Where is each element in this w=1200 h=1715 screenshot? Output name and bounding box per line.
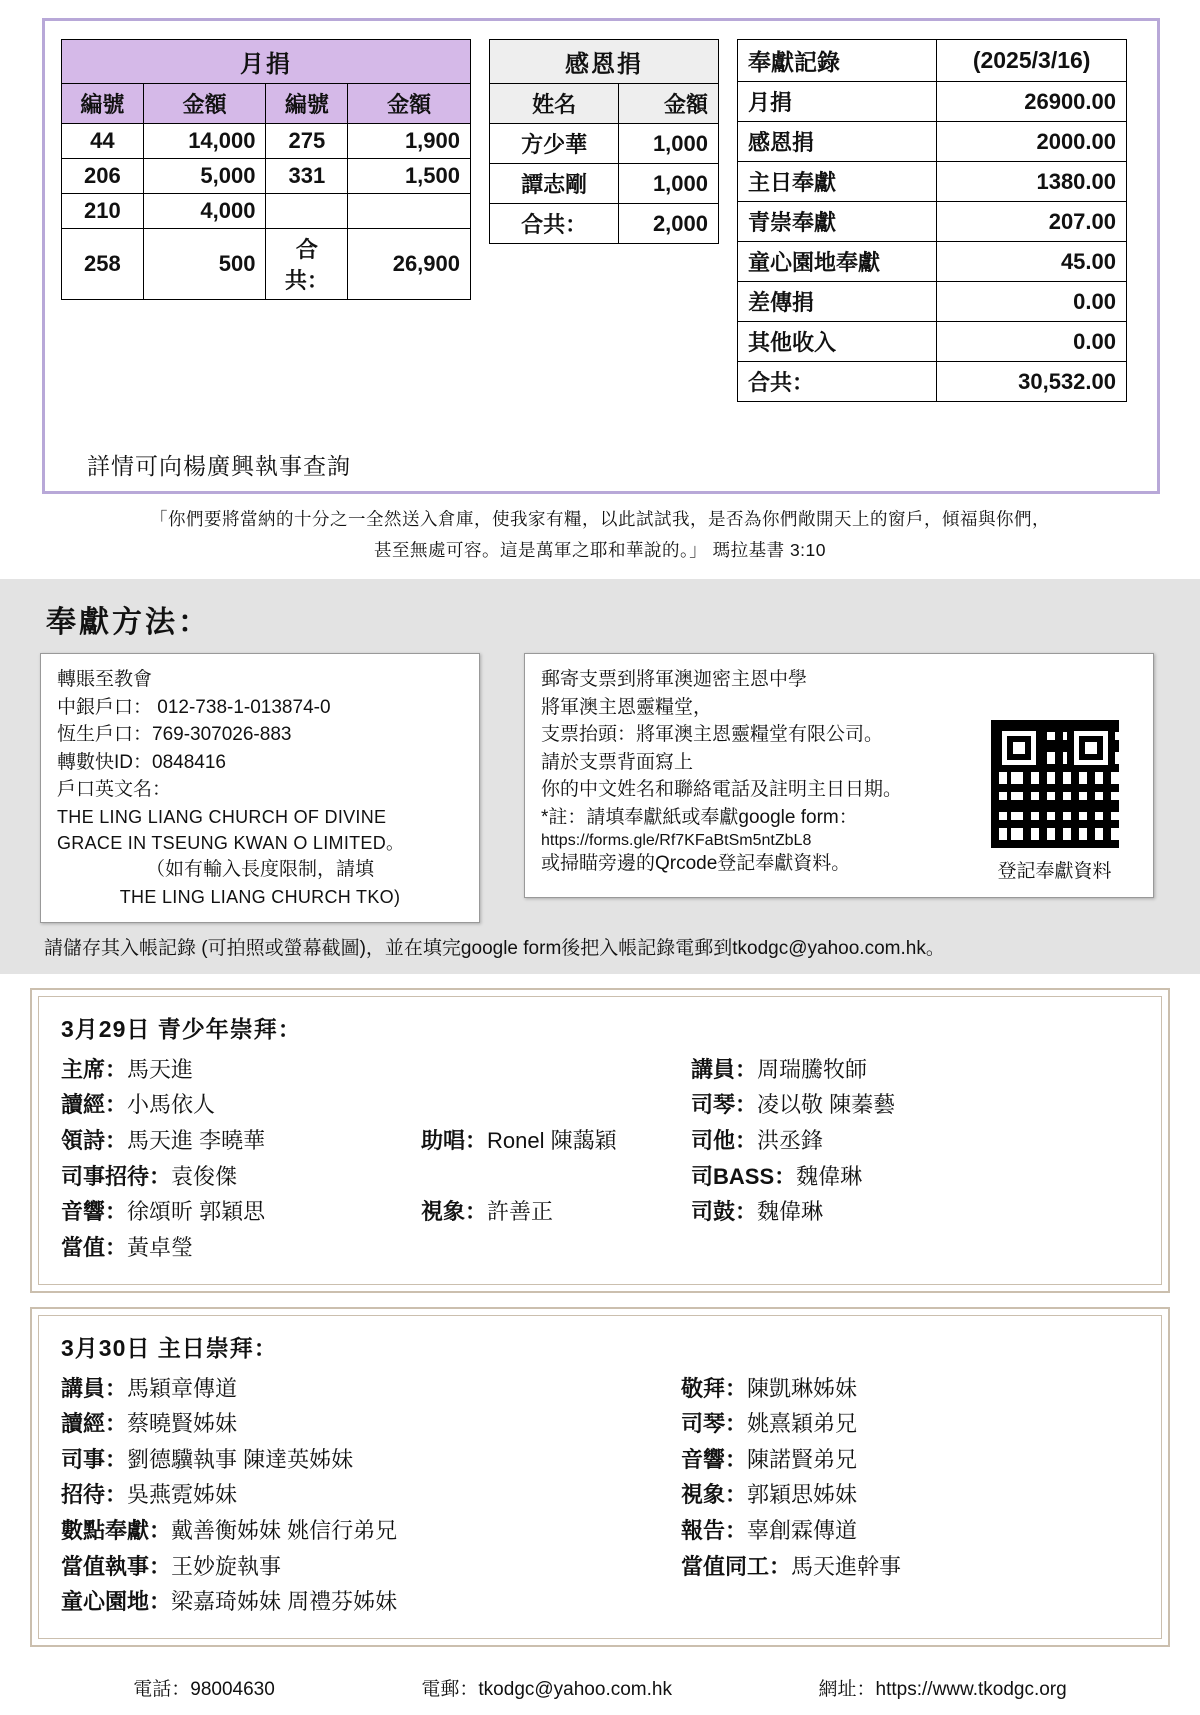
- table-row: [738, 162, 1127, 202]
- bank-line-hangseng: 恆生戶口：769-307026-883: [57, 724, 292, 746]
- role-value: 劉德驥執事 陳達英姊妹: [127, 1446, 354, 1472]
- role-key: 司事：: [61, 1446, 128, 1472]
- bank-line-engname-1: THE LING LIANG CHURCH OF DIVINE: [57, 806, 387, 827]
- role-value: 許善正: [487, 1199, 554, 1225]
- role-value: 蔡曉賢姊妹: [127, 1411, 238, 1437]
- monthly-cell: 44: [62, 124, 144, 159]
- record-label: 差傳捐: [738, 282, 937, 322]
- role-value: 袁俊傑: [171, 1163, 238, 1189]
- service-row: [61, 1584, 1139, 1620]
- role-key: 助唱：: [421, 1128, 488, 1154]
- record-label: 童心園地奉獻: [738, 242, 937, 282]
- cheque-line-6: *註：請填奉獻紙或奉獻google form：: [541, 806, 858, 828]
- record-label: 青崇奉獻: [738, 202, 937, 242]
- bank-line-boc: 中銀戶口： 012-738-1-013874-0: [57, 696, 331, 718]
- bank-line-note-1: （如有輸入長度限制，請填: [145, 859, 374, 881]
- record-label: 月捐: [738, 82, 937, 122]
- role-value: 梁嘉琦姊妹 周禮芬姊妹: [171, 1589, 398, 1615]
- sunday-service-inner: [38, 1315, 1162, 1639]
- service-row: [61, 1549, 1139, 1585]
- cheque-mail-box: [524, 653, 1154, 898]
- role-key: 視象：: [681, 1482, 748, 1508]
- service-row: [61, 1123, 1139, 1159]
- role-value: 馬天進幹事: [791, 1553, 902, 1579]
- role-key: 視象：: [421, 1199, 488, 1225]
- sunday-service-title: 3月30日 主日崇拜：: [61, 1334, 278, 1361]
- qr-code-label: 登記奉獻資料: [997, 861, 1112, 883]
- role-key: 當值同工：: [681, 1553, 792, 1579]
- youth-service-box: [30, 988, 1170, 1293]
- youth-service-grid: [61, 1052, 1139, 1266]
- table-row: [62, 40, 471, 84]
- role-key: 講員：: [691, 1056, 758, 1082]
- role-value: 黃卓瑩: [127, 1234, 194, 1260]
- cheque-line-3: 支票抬頭：將軍澳主恩靈糧堂有限公司。: [541, 724, 884, 746]
- bank-line-engname-2: GRACE IN TSEUNG KWAN O LIMITED。: [57, 833, 405, 854]
- role-value: 陳凱琳姊妹: [747, 1375, 858, 1401]
- role-key: 童心園地：: [61, 1589, 172, 1615]
- role-key: 讀經：: [61, 1411, 128, 1437]
- cheque-line-2: 將軍澳主恩靈糧堂，: [541, 696, 713, 718]
- service-row: [61, 1513, 1139, 1549]
- role-value: 馬天進 李曉華: [127, 1128, 266, 1154]
- record-value: 0.00: [937, 282, 1127, 322]
- google-form-link[interactable]: https://forms.gle/Rf7KFaBtSm5ntZbL8: [541, 831, 812, 849]
- bank-line-engname-label: 戶口英文名：: [57, 779, 172, 801]
- service-row: [61, 1159, 1139, 1195]
- sunday-service-box: [30, 1307, 1170, 1647]
- thanks-total-value: 2,000: [619, 204, 719, 244]
- role-value: 陳諾賢弟兄: [747, 1446, 858, 1472]
- role-value: 郭穎思姊妹: [747, 1482, 858, 1508]
- role-key: 敬拜：: [681, 1375, 748, 1401]
- monthly-cell: 1,900: [348, 124, 471, 159]
- footer-phone: 電話：98004630: [133, 1679, 275, 1700]
- monthly-cell: 206: [62, 159, 144, 194]
- thanks-cell: 譚志剛: [490, 164, 619, 204]
- monthly-header-1: 金額: [143, 84, 266, 124]
- record-date: (2025/3/16): [937, 40, 1127, 82]
- table-row: [738, 362, 1127, 402]
- role-key: 司事招待：: [61, 1163, 172, 1189]
- role-value: 辜創霖傳道: [747, 1518, 858, 1544]
- table-row: [738, 322, 1127, 362]
- record-label: 主日奉獻: [738, 162, 937, 202]
- monthly-cell: 275: [266, 124, 348, 159]
- table-row: [738, 202, 1127, 242]
- role-value: 魏偉琳: [757, 1199, 824, 1225]
- table-row: [62, 159, 471, 194]
- offering-summary-panel: [42, 18, 1160, 494]
- record-title: 奉獻記錄: [738, 40, 937, 82]
- table-row: [738, 242, 1127, 282]
- role-value: 徐頌昕 郭穎思: [127, 1199, 266, 1225]
- monthly-header-3: 金額: [348, 84, 471, 124]
- service-row: [61, 1406, 1139, 1442]
- thanks-total-label: 合共：: [490, 204, 619, 244]
- monthly-header-0: 編號: [62, 84, 144, 124]
- table-row: [62, 124, 471, 159]
- role-value: 周瑞騰牧師: [757, 1056, 868, 1082]
- role-value: 魏偉琳: [796, 1163, 863, 1189]
- thanks-header-1: 金額: [619, 84, 719, 124]
- monthly-cell: 210: [62, 194, 144, 229]
- verse-line-1: 「你們要將當納的十分之一全然送入倉庫，使我家有糧，以此試試我，是否為你們敞開天上的窗戶，傾福與你們，: [150, 509, 1050, 529]
- footer-email[interactable]: 電郵：tkodgc@yahoo.com.hk: [421, 1679, 672, 1700]
- role-key: 領詩：: [61, 1128, 128, 1154]
- service-row: [61, 1194, 1139, 1230]
- role-value: 姚熹穎弟兄: [747, 1411, 858, 1437]
- bank-line-fps: 轉數快ID：0848416: [57, 751, 226, 773]
- sunday-service-grid: [61, 1371, 1139, 1620]
- role-key: 音響：: [61, 1199, 128, 1225]
- record-value: 2000.00: [937, 122, 1127, 162]
- record-value: 207.00: [937, 202, 1127, 242]
- role-key: 講員：: [61, 1375, 128, 1401]
- role-key: 數點奉獻：: [61, 1518, 172, 1544]
- monthly-cell: 14,000: [143, 124, 266, 159]
- monthly-cell: 500: [143, 229, 266, 300]
- table-row: [738, 282, 1127, 322]
- role-key: 當值：: [61, 1234, 128, 1260]
- role-key: 讀經：: [61, 1092, 128, 1118]
- table-row: [490, 124, 719, 164]
- qr-code-area: [972, 666, 1137, 885]
- donation-method-note: 請儲存其入帳記錄 (可拍照或螢幕截圖)，並在填完google form後把入帳記錄電郵到tkodgc@yahoo.com.hk。: [44, 937, 945, 959]
- table-row: [490, 40, 719, 84]
- qr-code-icon[interactable]: [989, 718, 1121, 850]
- role-value: 王妙旋執事: [171, 1553, 282, 1579]
- monthly-cell: 1,500: [348, 159, 471, 194]
- role-key: 司BASS：: [691, 1163, 797, 1189]
- monthly-header-2: 編號: [266, 84, 348, 124]
- table-row: [62, 84, 471, 124]
- role-key: 當值執事：: [61, 1553, 172, 1579]
- role-key: 司他：: [691, 1128, 758, 1154]
- table-row: [738, 122, 1127, 162]
- service-row: [61, 1442, 1139, 1478]
- monthly-cell: 331: [266, 159, 348, 194]
- role-key: 招待：: [61, 1482, 128, 1508]
- donation-method-title: 奉獻方法：: [46, 606, 211, 640]
- role-value: 馬穎章傳道: [127, 1375, 238, 1401]
- monthly-title: 月捐: [62, 40, 471, 84]
- cheque-text: [541, 666, 962, 885]
- role-key: 司鼓：: [691, 1199, 758, 1225]
- cheque-line-4: 請於支票背面寫上: [541, 751, 694, 773]
- record-value: 26900.00: [937, 82, 1127, 122]
- bank-transfer-box: [40, 653, 480, 923]
- bank-line-note-2: THE LING LIANG CHURCH TKO): [119, 886, 401, 907]
- monthly-cell: 4,000: [143, 194, 266, 229]
- record-label: 感恩捐: [738, 122, 937, 162]
- role-value: 戴善衡姊妹 姚信行弟兄: [171, 1518, 398, 1544]
- service-row: [61, 1371, 1139, 1407]
- role-value: Ronel 陳藹穎: [487, 1128, 617, 1154]
- enquiry-note: 詳情可向楊廣興執事查詢: [87, 453, 351, 479]
- role-key: 報告：: [681, 1518, 748, 1544]
- table-row: [738, 40, 1127, 82]
- donation-method-boxes: [40, 653, 1160, 923]
- monthly-cell-empty: [348, 194, 471, 229]
- role-key: 司琴：: [691, 1092, 758, 1118]
- monthly-donation-table: [61, 39, 471, 300]
- role-value: 洪丞鋒: [757, 1128, 824, 1154]
- summary-tables: [61, 39, 1141, 402]
- scripture-verse: [40, 504, 1160, 565]
- table-row: [738, 82, 1127, 122]
- thanks-header-0: 姓名: [490, 84, 619, 124]
- role-key: 司琴：: [681, 1411, 748, 1437]
- verse-line-2: 甚至無處可容。這是萬軍之耶和華說的。」 瑪拉基書 3:10: [373, 539, 827, 560]
- thanks-title: 感恩捐: [490, 40, 719, 84]
- service-row: [61, 1087, 1139, 1123]
- table-row: [490, 84, 719, 124]
- role-value: 小馬依人: [127, 1092, 216, 1118]
- record-total-value: 30,532.00: [937, 362, 1127, 402]
- monthly-cell: 258: [62, 229, 144, 300]
- table-row: [62, 194, 471, 229]
- role-value: 吳燕霓姊妹: [127, 1482, 238, 1508]
- monthly-total-value: 26,900: [348, 229, 471, 300]
- monthly-total-label: 合共：: [266, 229, 348, 300]
- youth-service-title: 3月29日 青少年崇拜：: [61, 1015, 302, 1042]
- role-value: 馬天進: [127, 1056, 194, 1082]
- monthly-cell-empty: [266, 194, 348, 229]
- thanks-cell: 方少華: [490, 124, 619, 164]
- cheque-line-5: 你的中文姓名和聯絡電話及註明主日日期。: [541, 779, 903, 801]
- record-value: 0.00: [937, 322, 1127, 362]
- record-total-label: 合共：: [738, 362, 937, 402]
- role-value: 凌以敬 陳蓁藝: [757, 1092, 896, 1118]
- table-row: [490, 164, 719, 204]
- bank-line-1: 轉賬至教會: [57, 669, 153, 691]
- cheque-line-8: 或掃瞄旁邊的Qrcode登記奉獻資料。: [541, 852, 851, 874]
- donation-method-section: [0, 579, 1200, 974]
- footer-website[interactable]: 網址：https://www.tkodgc.org: [818, 1679, 1067, 1700]
- service-row: [61, 1477, 1139, 1513]
- table-row: [62, 229, 471, 300]
- record-value: 45.00: [937, 242, 1127, 282]
- thanksgiving-donation-table: [489, 39, 719, 244]
- service-row: [61, 1230, 1139, 1266]
- table-row: [490, 204, 719, 244]
- youth-service-inner: [38, 996, 1162, 1285]
- cheque-line-1: 郵寄支票到將軍澳迦密主恩中學: [541, 669, 808, 691]
- thanks-cell: 1,000: [619, 164, 719, 204]
- role-key: 音響：: [681, 1446, 748, 1472]
- role-key: 主席：: [61, 1056, 128, 1082]
- monthly-cell: 5,000: [143, 159, 266, 194]
- thanks-cell: 1,000: [619, 124, 719, 164]
- service-row: [61, 1052, 1139, 1088]
- record-label: 其他收入: [738, 322, 937, 362]
- record-value: 1380.00: [937, 162, 1127, 202]
- offering-record-table: [737, 39, 1127, 402]
